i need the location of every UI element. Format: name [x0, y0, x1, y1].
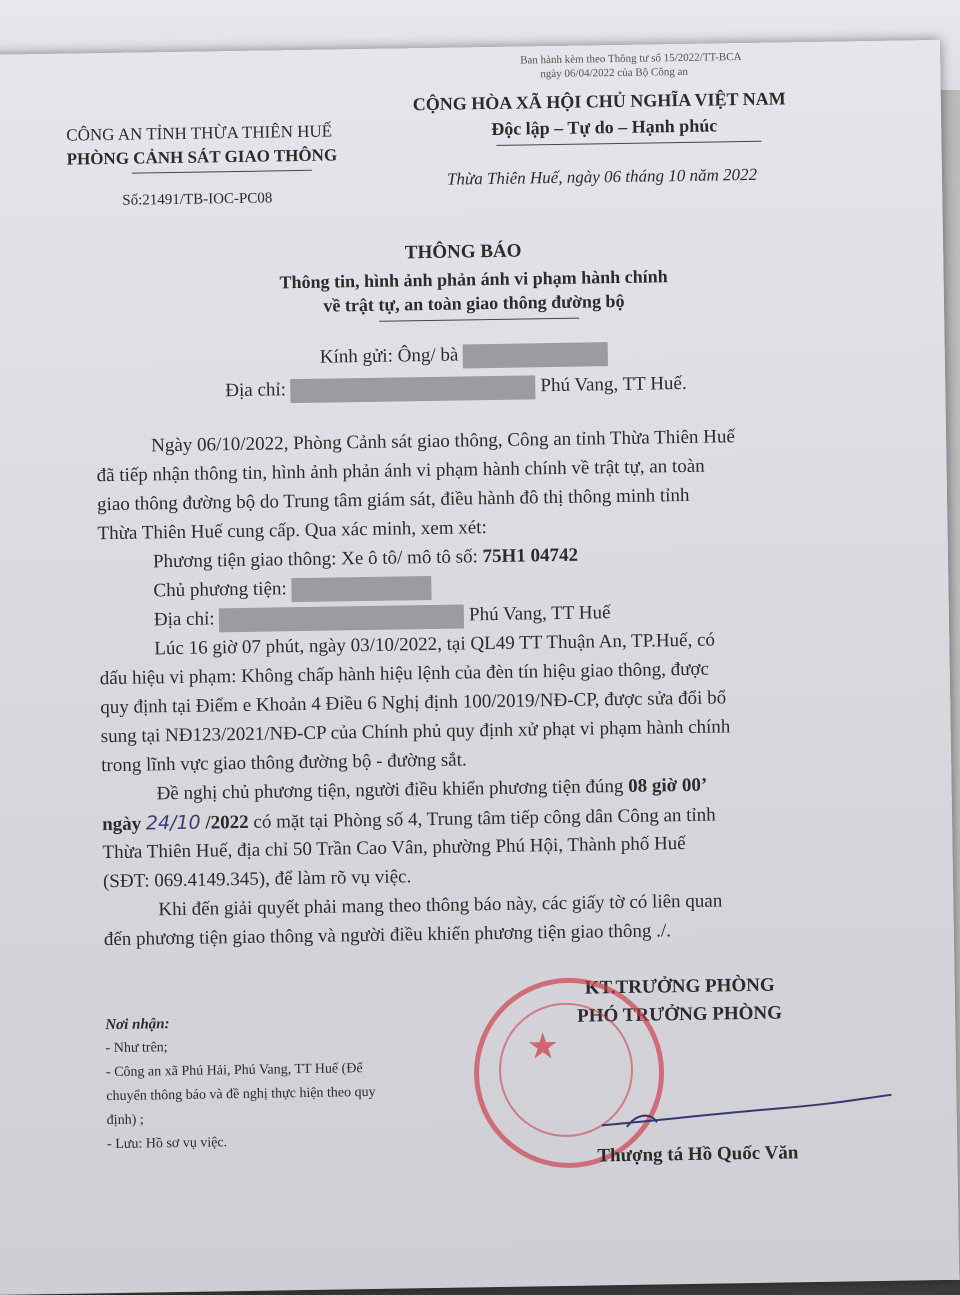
p3-time: 08 giờ 00’	[627, 774, 708, 797]
vehicle-label: Phương tiện giao thông: Xe ô tô/ mô tô số:	[152, 546, 478, 573]
department-underline	[132, 170, 312, 174]
notice-title: THÔNG BÁO	[404, 240, 522, 264]
owner-address-tail: Phú Vang, TT Huế	[468, 602, 611, 626]
p2-line3: quy định tại Điểm e Khoản 4 Điều 6 Nghị định 100/2019/NĐ-CP, được sửa đổi bổ	[100, 687, 727, 719]
department-name: PHÒNG CẢNH SÁT GIAO THÔNG	[66, 145, 338, 169]
redacted-owner-address	[219, 604, 464, 632]
owner-address-label: Địa chỉ:	[153, 608, 215, 631]
p1-line3: giao thông đường bộ do Trung tâm giám sát, điều hành đô thị thông minh tỉnh	[96, 484, 690, 516]
p1-line1: Ngày 06/10/2022, Phòng Cảnh sát giao thông, Công an tỉnh Thừa Thiên Huế	[150, 426, 736, 457]
nation-title: CỘNG HÒA XÃ HỘI CHỦ NGHĨA VIỆT NAM	[412, 88, 786, 115]
national-motto: Độc lập – Tự do – Hạnh phúc	[491, 115, 718, 139]
address-label: Địa chỉ:	[225, 379, 287, 402]
p3-line3: Thừa Thiên Huế, địa chỉ 50 Trần Cao Vân, phường Phú Hội, Thành phố Huế	[102, 833, 686, 864]
redacted-address	[291, 375, 536, 403]
owner-line	[153, 573, 431, 605]
redacted-name	[463, 342, 608, 368]
p2-line2: dấu hiệu vi phạm: Không chấp hành hiệu lệnh của đèn tín hiệu giao thông, được	[99, 658, 710, 690]
signer-name: Thượng tá Hồ Quốc Văn	[597, 1142, 799, 1167]
handwritten-signature	[596, 1089, 897, 1134]
recipient-item-2: - Công an xã Phú Hải, Phú Vang, TT Huế (Để	[105, 1061, 363, 1081]
agency-name: CÔNG AN TỈNH THỪA THIÊN HUẾ	[66, 121, 333, 145]
handwritten-date: 24/10	[145, 811, 201, 835]
greeting-label: Kính gửi: Ông/ bà	[319, 344, 459, 368]
p2-line1: Lúc 16 giờ 07 phút, ngày 03/10/2022, tại QL49 TT Thuận An, TP.Huế, có	[154, 629, 716, 660]
address-tail: Phú Vang, TT Huế.	[540, 372, 687, 397]
recipient-item-1: - Như trên;	[105, 1040, 168, 1057]
star-emblem-icon: ★	[526, 1026, 560, 1067]
notice-subtitle-line2: về trật tự, an toàn giao thông đường bộ	[323, 290, 625, 316]
document-sheet	[0, 40, 959, 1295]
p3-day-label: ngày	[101, 813, 142, 836]
signer-title-1: KT.TRƯỞNG PHÒNG	[584, 974, 775, 999]
redacted-owner	[291, 576, 431, 602]
p4-line1: Khi đến giải quyết phải mang theo thông báo này, các giấy tờ có liên quan	[158, 890, 723, 921]
document-number: Số:21491/TB-IOC-PC08	[122, 190, 273, 209]
p3-text: Đề nghị chủ phương tiện, người điều khiển phương tiện đúng	[156, 775, 624, 805]
p3-year: /2022	[205, 811, 249, 834]
official-stamp	[473, 976, 666, 1169]
p2-line4: sung tại NĐ123/2021/NĐ-CP của Chính phủ quy định xử phạt vi phạm hành chính	[100, 716, 731, 748]
signer-title-2: PHÓ TRƯỞNG PHÒNG	[577, 1002, 783, 1027]
p1-line2: đã tiếp nhận thông tin, hình ảnh phản ánh vi phạm hành chính về trật tự, an toàn	[96, 455, 705, 487]
recipient-item-3: chuyển thông báo và đề nghị thực hiện theo quy	[106, 1084, 376, 1105]
p3-line2-tail: có mặt tại Phòng số 4, Trung tâm tiếp công dân Công an tỉnh	[253, 804, 716, 833]
place-date: Thừa Thiên Huế, ngày 06 tháng 10 năm 2022	[446, 164, 758, 189]
vehicle-plate: 75H1 04742	[482, 544, 579, 568]
recipient-address	[225, 370, 687, 405]
p4-line2: đến phương tiện giao thông và người điều khiển phương tiện giao thông ./.	[103, 920, 672, 951]
recipients-heading: Nơi nhận:	[105, 1016, 170, 1034]
recipient-item-4: định) ;	[106, 1112, 144, 1129]
subtitle-underline	[379, 318, 579, 322]
motto-underline	[496, 141, 761, 146]
recipient-greeting	[320, 339, 609, 372]
p2-line5: trong lĩnh vực giao thông đường bộ - đường sắt.	[101, 749, 467, 777]
owner-label: Chủ phương tiện:	[153, 578, 287, 602]
form-note-line2: ngày 06/04/2022 của Bộ Công an	[540, 65, 689, 81]
form-note-line1: Ban hành kèm theo Thông tư số 15/2022/TT-BCA	[520, 51, 742, 67]
p3-line4: (SĐT: 069.4149.345), để làm rõ vụ việc.	[102, 866, 412, 893]
notice-subtitle-line1: Thông tin, hình ảnh phản ánh vi phạm hành chính	[279, 266, 668, 293]
vehicle-line	[153, 542, 579, 577]
recipient-item-5: - Lưu: Hồ sơ vụ việc.	[107, 1135, 228, 1153]
p1-line4: Thừa Thiên Huế cung cấp. Qua xác minh, xem xét:	[97, 517, 487, 545]
